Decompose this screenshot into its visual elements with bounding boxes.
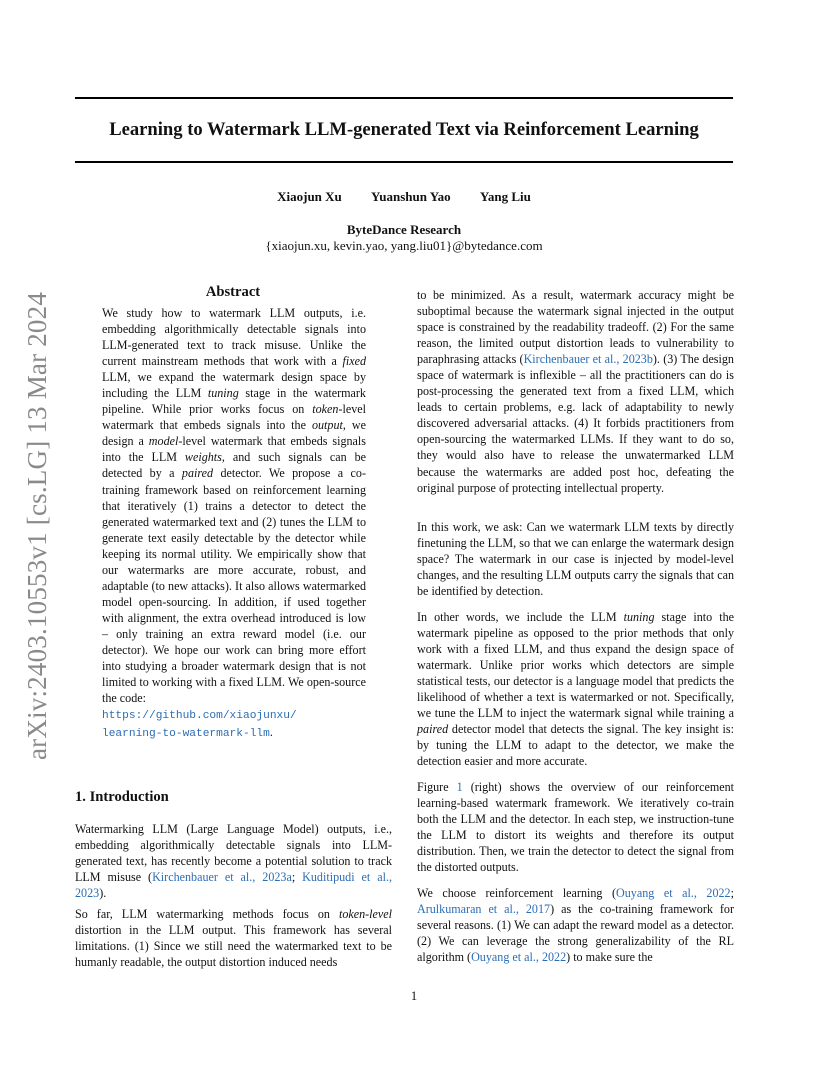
citation-link[interactable]: Ouyang et al., 2022 [616,886,731,900]
citation-link[interactable]: Arulkumaran et al., 2017 [417,902,551,917]
intro-paragraph: So far, LLM watermarking methods focus on token-level distortion in the LLM output. This framework has several limitations. (1) Since we still need the watermarked text to be humanly readable, the output distortion induced needs [75,907,392,970]
affiliation: ByteDance Research [346,222,462,237]
body-paragraph: In this work, we ask: Can we watermark LLM texts by directly finetuning the LLM, so that we can enlarge the watermark design space? The watermark in our case is injected by model-level changes, and the resulting LLM outputs carry the signals that can be identified by detection. [417,520,734,599]
body-paragraph: We choose reinforcement learning (Ouyang et al., 2022; Arulkumaran et al., 2017) as the co-training framework for several reasons. (1) We can adapt the reward model as a detector. (2) We can leverage the strong generalizability of the RL algorithm (Ouyang et al., 2022) to make sure the [417,886,734,965]
title-top-rule [75,97,733,99]
citation-link[interactable]: Ouyang et al., 2022 [471,950,567,965]
author-emails: {xiaojun.xu, kevin.yao, yang.liu01}@bytedance.com [265,238,543,253]
page-number: 1 [410,989,418,1003]
paper-title: Learning to Watermark LLM-generated Text via Reinforcement Learning [109,119,699,140]
citation-link[interactable]: Kuditipudi et al., 2023 [75,870,392,901]
intro-paragraph: Watermarking LLM (Large Language Model) outputs, i.e., embedding algorithmically detectable signals into LLM-generated text, has recently become a potential solution to track LLM misuse (Kirchenbauer et al., 2023a; Kuditipudi et al., 2023). [75,822,392,901]
author-list [75,189,733,205]
author-name: Yang Liu [479,189,531,204]
arxiv-identifier-stamp: arXiv:2403.10553v1 [cs.LG] 13 Mar 2024 [22,291,52,760]
body-paragraph: Figure 1 (right) shows the overview of our reinforcement learning-based watermark framework. We iteratively co-train both the LLM and the detector. In each step, we instruction-tune the LLM to distort its weights and therefore its output distribution. Then, we train the detector to detect the signal from the distorted outputs. [417,780,734,875]
abstract-heading: Abstract [205,284,261,300]
body-paragraph: In other words, we include the LLM tuning stage into the watermark pipeline as opposed to the prior methods that only work with a fixed LLM, and thus expand the design space of watermark. Unlike prior works which detectors are simple statistical tests, our detector is a language model that predicts the likelihood of whether a text is watermarked or not. Specifically, we tune the LLM to inject the watermark signal while training a paired detector model that detects the signal. The key insight is: by tuning the LLM to adapt to the detector, we make the detection easier and more accurate. [417,610,734,769]
citation-link[interactable]: Kirchenbauer et al., 2023a [152,870,292,885]
title-bottom-rule [75,161,733,163]
section-heading-introduction: 1. Introduction [75,789,169,805]
code-repository-link[interactable]: https://github.com/xiaojunxu/ learning-to-watermark-llm [102,710,297,741]
body-paragraph: to be minimized. As a result, watermark accuracy might be suboptimal because the watermark signal injected in the output space is constrained by the readability tradeoff. (2) For the same reason, the limited output distortion leads to vulnerability to paraphrasing attacks (Kirchenbauer et al., 2023b). (3) The design space of watermark is inflexible – all the practitioners can do is post-processing the generated text from a fixed LLM, which leads to certain problems, e.g. lack of adaptability to newly discovered adversarial attacks. (4) It forbids practitioners from open-sourcing the watermarked LLMs. If they want to do so, they would also have to release the unwatermarked LLM because the watermarks are added post hoc, defeating the original purpose of protecting intellectual property. [417,288,734,495]
citation-link[interactable]: Kirchenbauer et al., 2023b [523,352,653,367]
author-name: Xiaojun Xu [277,189,342,204]
figure-reference-link[interactable]: 1 [456,780,463,794]
author-name: Yuanshun Yao [371,189,451,204]
abstract-text: We study how to watermark LLM outputs, i.e. embedding algorithmically detectable signals into LLM-generated text to track misuse. Unlike the current mainstream methods that work with a fixed LLM, we expand the watermark design space by including the LLM tuning stage in the watermark pipeline. While prior works focus on token-level watermark that embeds signals into the output, we design a model-level watermark that embeds signals into the LLM weights, and such signals can be detected by a paired detector. We propose a co-training framework based on reinforcement learning that iteratively (1) trains a detector to detect the generated watermarked text and (2) tunes the LLM to generate text easily detectable by the detector while keeping its normal utility. We empirically show that our watermarks are more accurate, robust, and adaptable (to new attacks). It also allows watermarked model open-sourcing. In addition, if used together with alignment, the extra overhead introduced is low – only training an extra reward model (i.e. our detector). We hope our work can bring more effort into studying a broader watermark design that is not limited to working with a fixed LLM. We open-source the code: https://github.com/xiaojunxu/ learning-to-watermark-llm. [102,306,367,741]
